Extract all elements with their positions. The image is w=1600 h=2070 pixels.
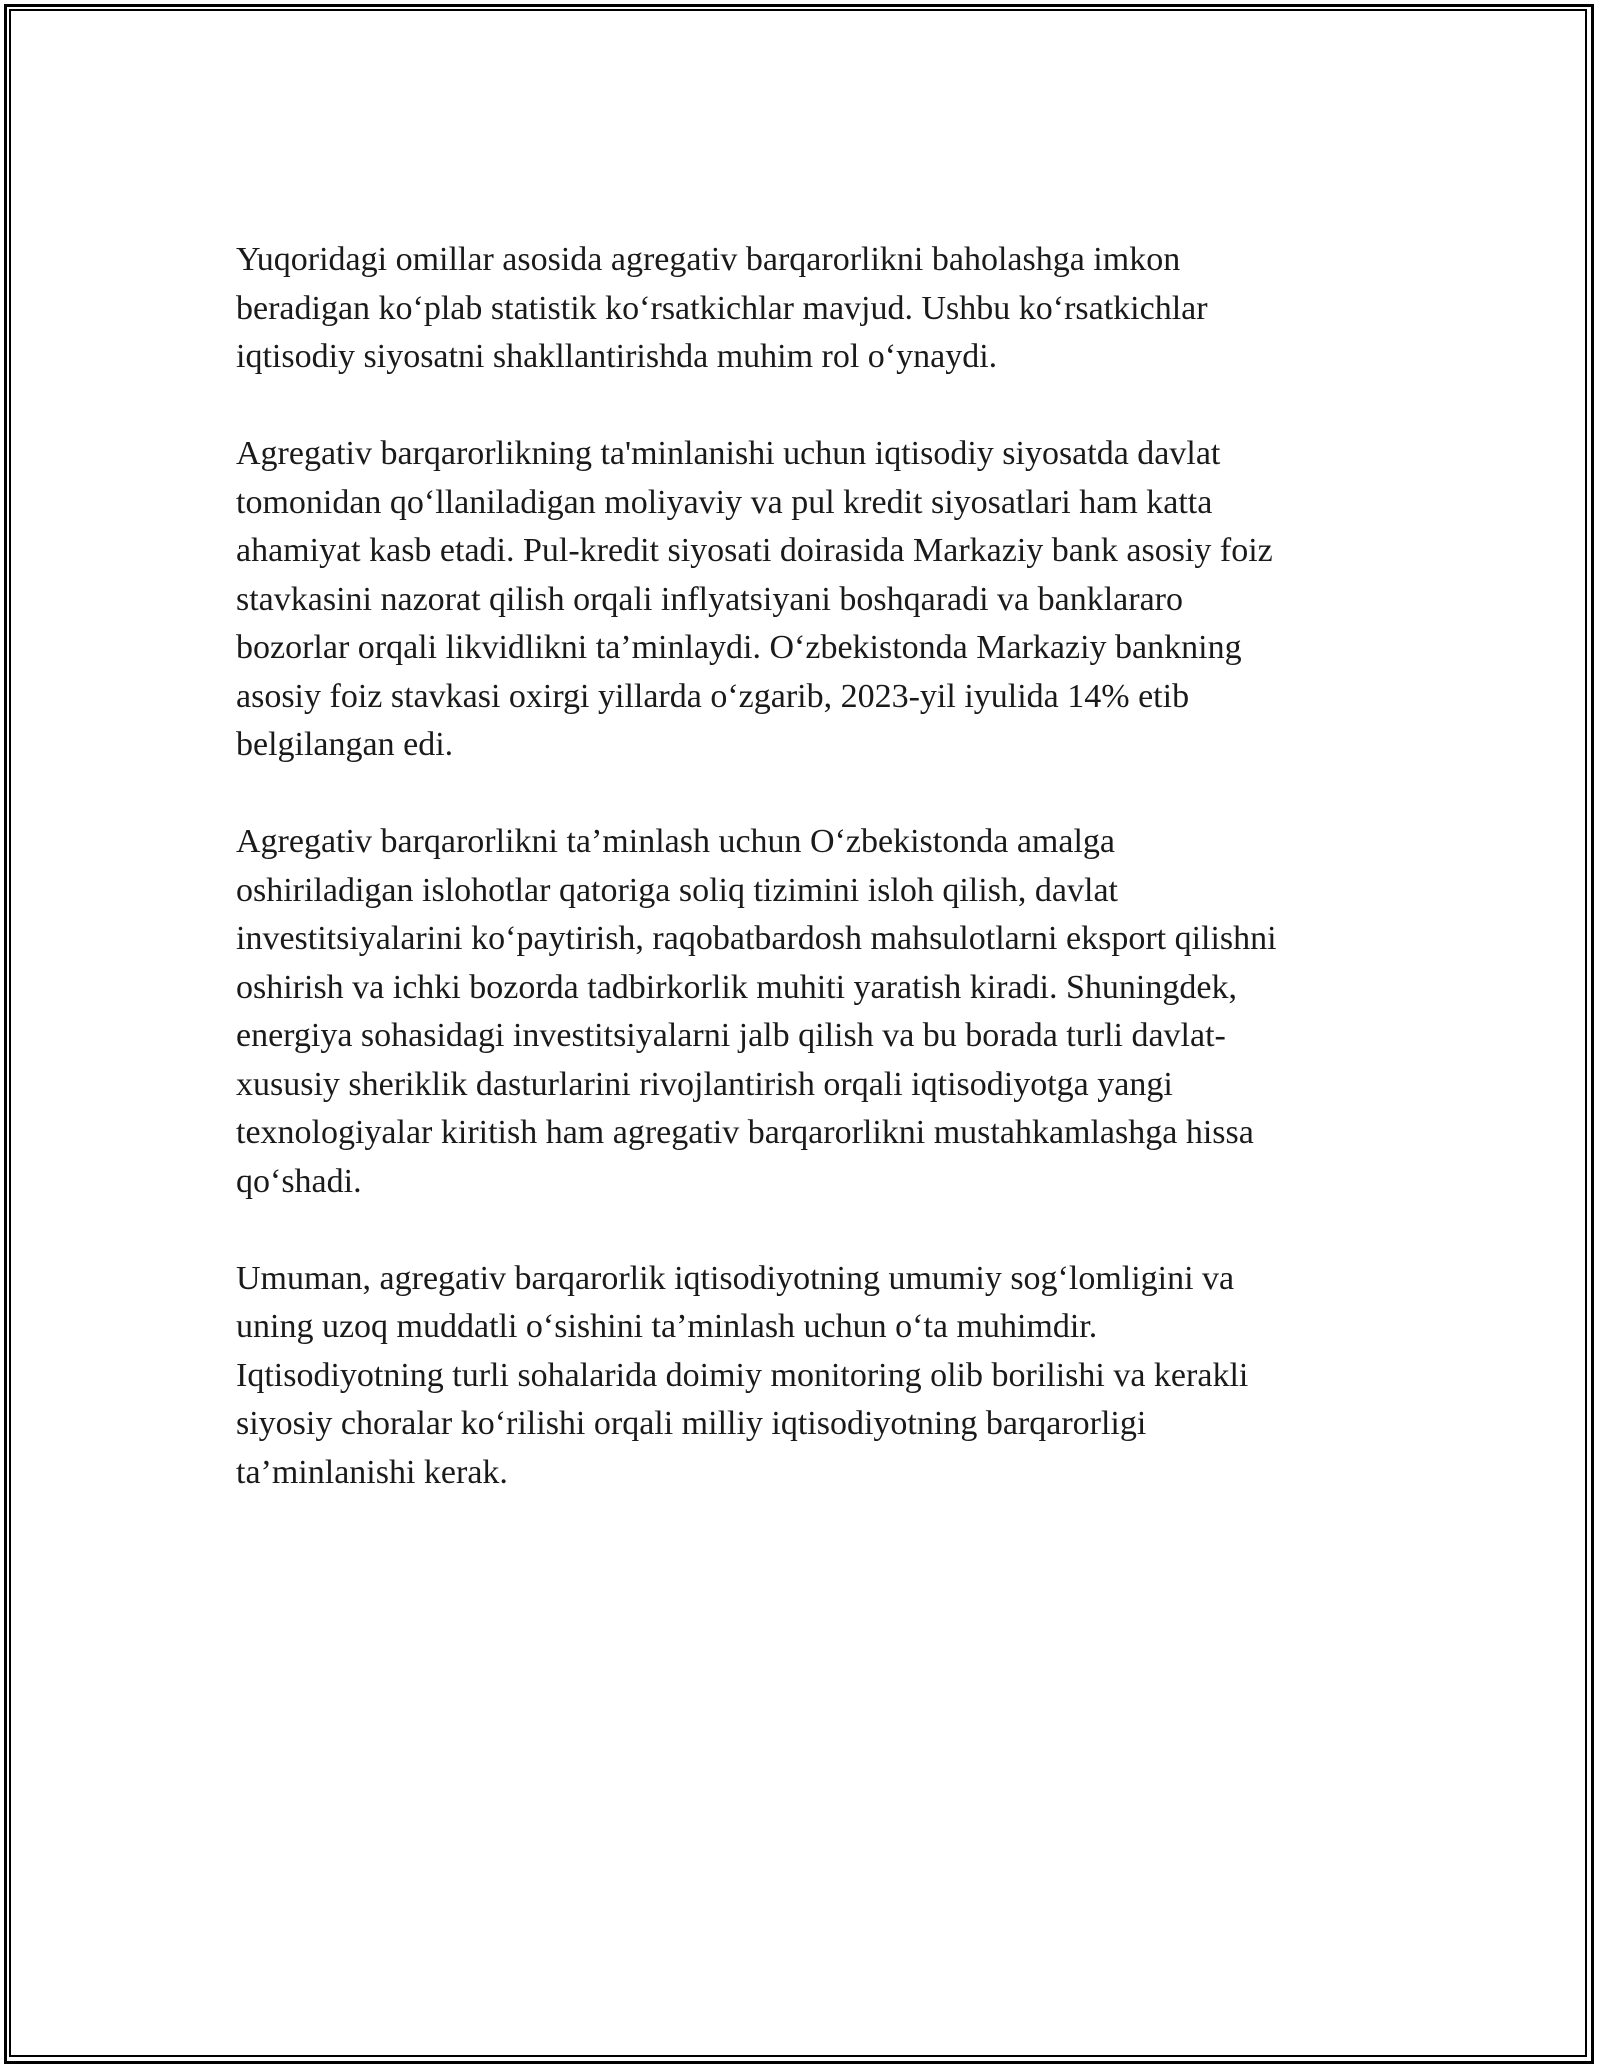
paragraph-2: Agregativ barqarorlikning ta'minlanishi uchun iqtisodiy siyosatda davlat tomonidan qo‘llaniladigan moliyaviy va pul kredit siyosatlari ham katta ahamiyat kasb etadi. Pul-kredit siyosati doirasida Markaziy bank asosiy foiz stavkasini nazorat qilish orqali inflyatsiyani boshqaradi va banklararo bozorlar orqali likvidlikni ta’minlaydi. O‘zbekistonda Markaziy bankning asosiy foiz stavkasi oxirgi yillarda o‘zgarib, 2023-yil iyulida 14% etib belgilangan edi.	[236, 435, 1273, 763]
paragraph-1: Yuqoridagi omillar asosida agregativ barqarorlikni baholashga imkon beradigan ko‘plab statistik ko‘rsatkichlar mavjud. Ushbu ko‘rsatkichlar iqtisodiy siyosatni shakllantirishda muhim rol o‘ynaydi.	[236, 241, 1208, 375]
paragraph-3: Agregativ barqarorlikni ta’minlash uchun O‘zbekistonda amalga oshiriladigan islohotlar qatoriga soliq tizimini isloh qilish, davlat investitsiyalarini ko‘paytirish, raqobatbardosh mahsulotlarni eksport qilishni oshirish va ichki bozorda tadbirkorlik muhiti yaratish kiradi. Shuningdek, energiya sohasidagi investitsiyalarni jalb qilish va bu borada turli davlat- xususiy sheriklik dasturlarini rivojlantirish orqali iqtisodiyotga yangi texnologiyalar kiritish ham agregativ barqarorlikni mustahkamlashga hissa qo‘shadi.	[236, 823, 1277, 1200]
document-body	[236, 236, 1396, 1546]
paragraph-4: Umuman, agregativ barqarorlik iqtisodiyotning umumiy sog‘lomligini va uning uzoq muddatli o‘sishini ta’minlash uchun o‘ta muhimdir. Iqtisodiyotning turli sohalarida doimiy monitoring olib borilishi va kerakli siyosiy choralar ko‘rilishi orqali milliy iqtisodiyotning barqarorligi ta’minlanishi kerak.	[236, 1259, 1249, 1491]
